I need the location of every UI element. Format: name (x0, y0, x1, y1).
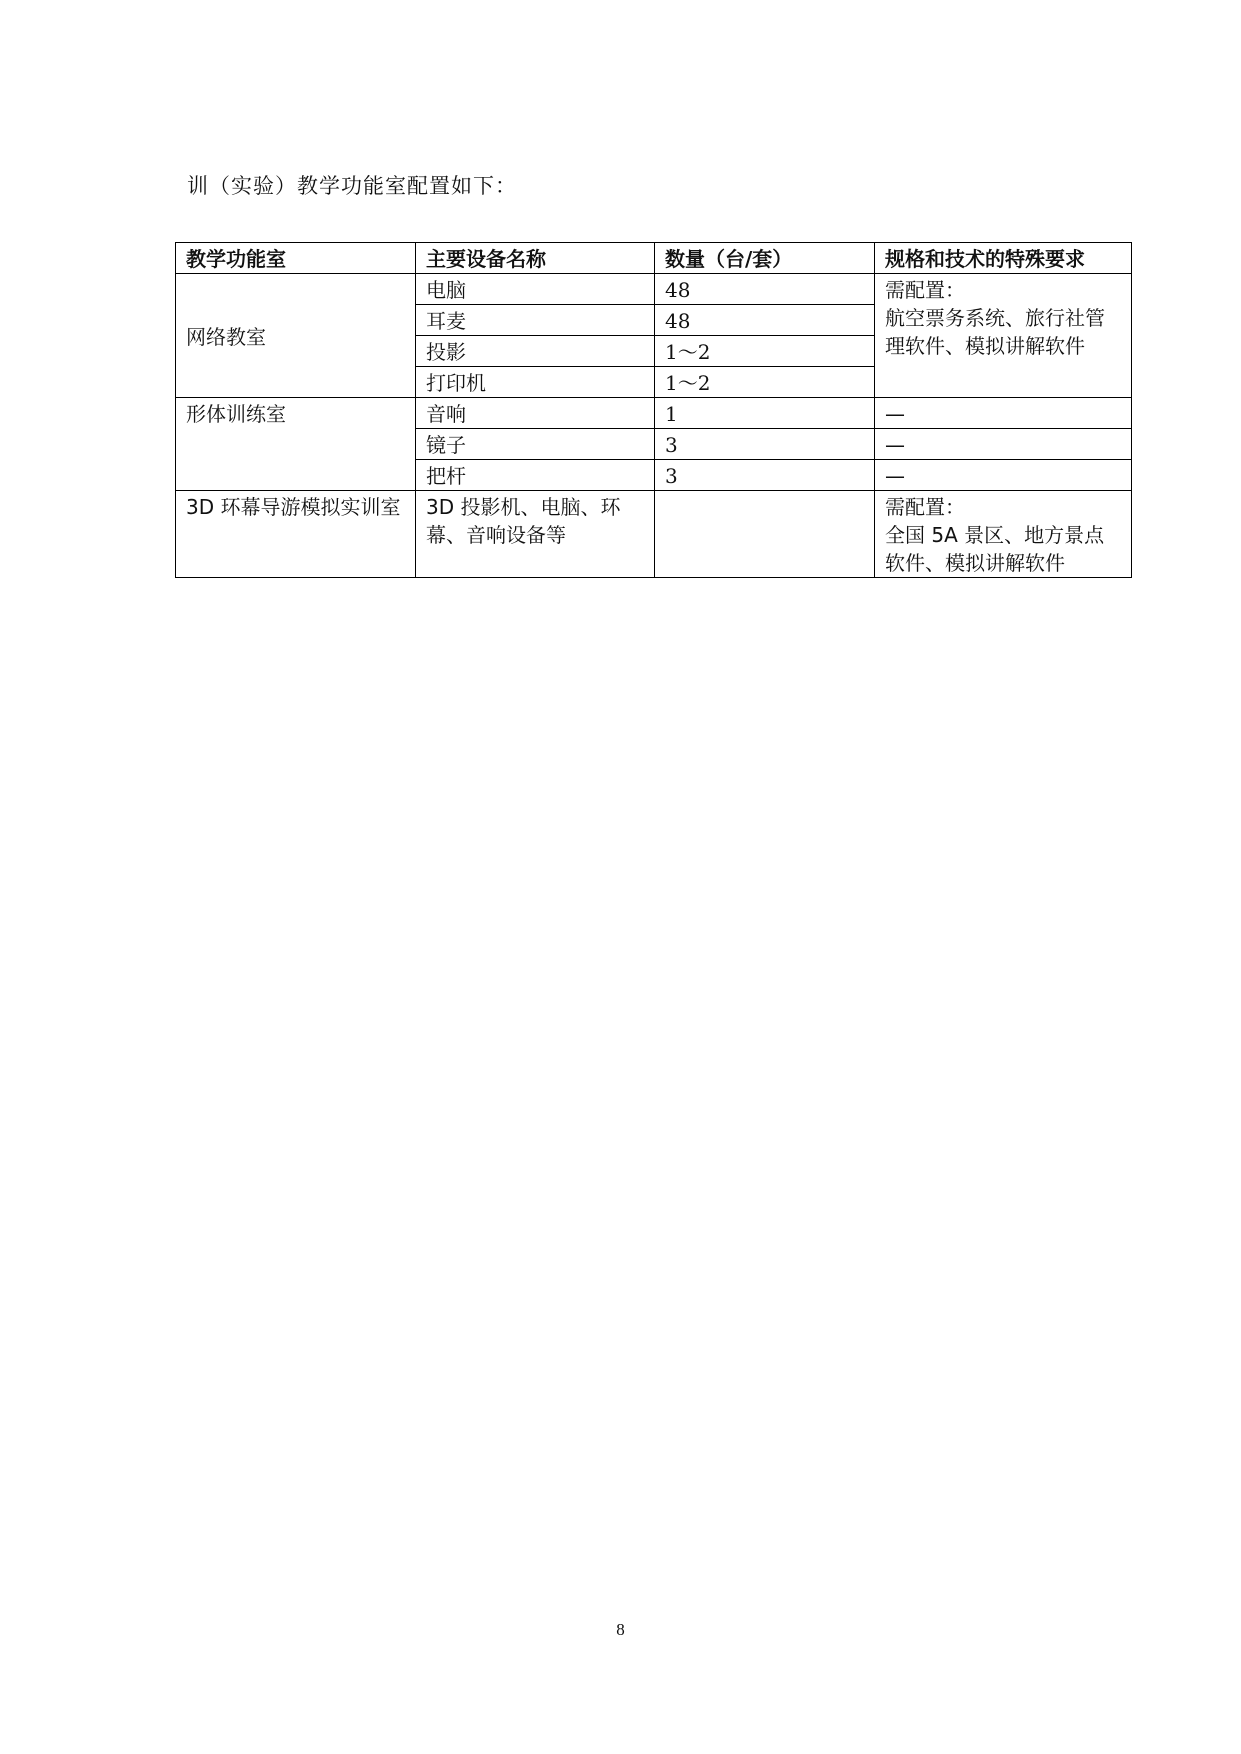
room-cell: 网络教室 (176, 274, 416, 398)
quantity-cell: 1～2 (655, 367, 875, 398)
room-cell: 3D 环幕导游模拟实训室 (176, 491, 416, 578)
header-quantity: 数量（台/套） (655, 243, 875, 274)
quantity-cell (655, 491, 875, 578)
intro-text: 训（实验）教学功能室配置如下： (187, 174, 517, 198)
equipment-cell: 打印机 (416, 367, 655, 398)
equipment-cell: 3D 投影机、电脑、环幕、音响设备等 (416, 491, 655, 578)
header-room: 教学功能室 (176, 243, 416, 274)
requirement-cell: — (875, 460, 1132, 491)
equipment-cell: 电脑 (416, 274, 655, 305)
table-row (176, 491, 1132, 578)
page-number: 8 (616, 1620, 625, 1639)
quantity-cell: 48 (655, 274, 875, 305)
table-row (176, 398, 1132, 429)
quantity-cell: 1～2 (655, 336, 875, 367)
header-equipment: 主要设备名称 (416, 243, 655, 274)
equipment-cell: 把杆 (416, 460, 655, 491)
equipment-cell: 音响 (416, 398, 655, 429)
equipment-table (175, 242, 1132, 578)
requirement-cell: — (875, 398, 1132, 429)
quantity-cell: 3 (655, 429, 875, 460)
room-cell: 形体训练室 (176, 398, 416, 491)
quantity-cell: 48 (655, 305, 875, 336)
requirement-cell: 需配置： 全国 5A 景区、地方景点软件、模拟讲解软件 (875, 491, 1132, 578)
requirement-cell: 需配置： 航空票务系统、旅行社管理软件、模拟讲解软件 (875, 274, 1132, 398)
header-requirement: 规格和技术的特殊要求 (875, 243, 1132, 274)
quantity-cell: 1 (655, 398, 875, 429)
equipment-cell: 镜子 (416, 429, 655, 460)
equipment-cell: 投影 (416, 336, 655, 367)
table-header-row (176, 243, 1132, 274)
requirement-cell: — (875, 429, 1132, 460)
equipment-cell: 耳麦 (416, 305, 655, 336)
table-row (176, 274, 1132, 305)
quantity-cell: 3 (655, 460, 875, 491)
